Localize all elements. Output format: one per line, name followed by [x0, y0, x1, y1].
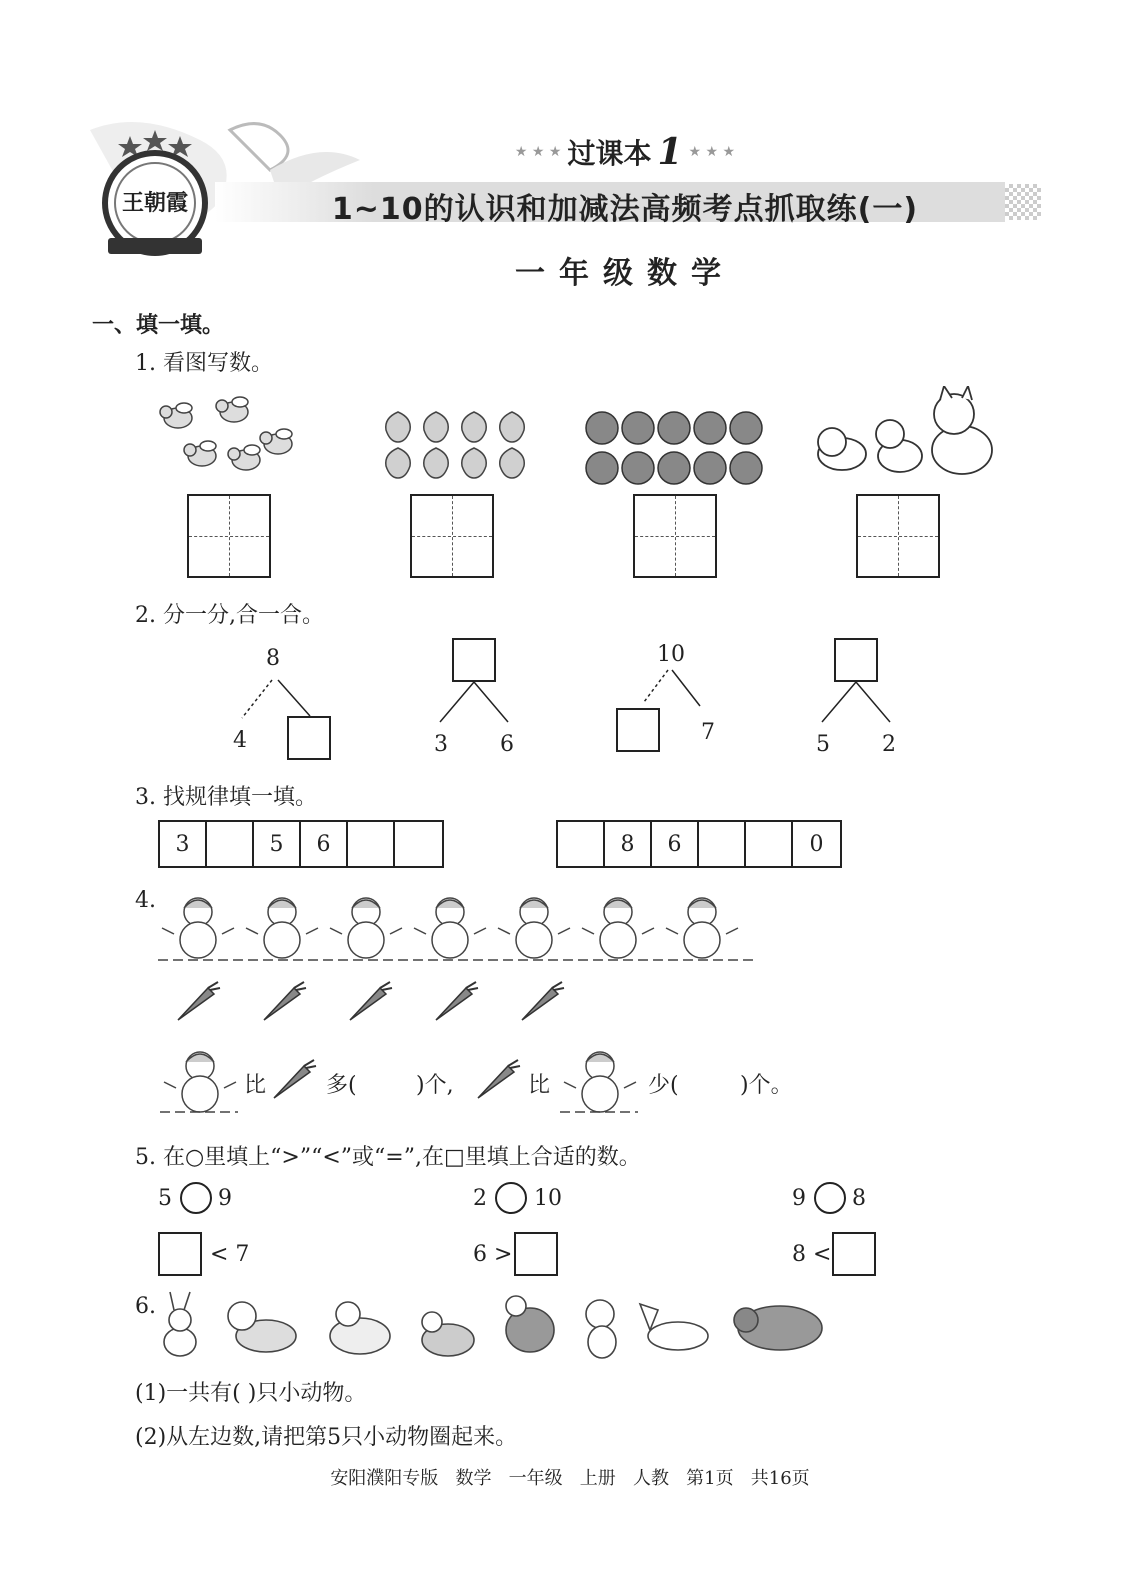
series-title: 过课本 [567, 137, 652, 170]
q6-sub2: (2)从左边数,请把第5只小动物圈起来。 [135, 1425, 518, 1450]
pattern-blank[interactable] [699, 822, 746, 866]
q4-ge-text-2: )个。 [740, 1073, 793, 1098]
b3-text: 8 < [792, 1242, 832, 1267]
q6-label: 6. [135, 1294, 156, 1319]
pattern-cell: 3 [160, 822, 207, 866]
q4-compare-bi-1: 比 [244, 1073, 267, 1098]
c2-right: 10 [534, 1186, 562, 1211]
c3-left: 9 [792, 1186, 806, 1211]
tree3-top: 10 [657, 642, 685, 667]
fill-box-3[interactable] [832, 1232, 876, 1276]
q4-answer-less[interactable] [688, 1068, 738, 1096]
tree2-right: 6 [500, 732, 514, 757]
pattern-blank[interactable] [746, 822, 793, 866]
pattern-cell: 0 [809, 831, 824, 857]
q4-compare-bi-2: 比 [528, 1073, 551, 1098]
fill-box-1[interactable] [158, 1232, 202, 1276]
carrot-icon [270, 1058, 320, 1102]
q4-less-text: 少( [648, 1073, 679, 1098]
section-title: 一、填一填。 [92, 313, 225, 338]
c1-right: 9 [218, 1186, 232, 1211]
pattern-blank[interactable] [348, 822, 395, 866]
tree4-right: 2 [882, 732, 896, 757]
snowmen-row [158, 890, 758, 964]
tree4-top-box[interactable] [834, 638, 878, 682]
q3-label: 3. 找规律填一填。 [135, 785, 317, 810]
q2-label: 2. 分一分,合一合。 [135, 603, 324, 628]
logo-text: 王朝霞 [121, 190, 188, 216]
q4-label: 4. [135, 888, 156, 913]
pattern-cell: 6 [301, 822, 348, 866]
subject-title: 一年级数学 [515, 256, 735, 291]
c2-left: 2 [473, 1186, 487, 1211]
q6-sub1: (1)一共有( )只小动物。 [135, 1381, 367, 1406]
tree4-left: 5 [816, 732, 830, 757]
star-icon: ★ ★ ★ [688, 144, 736, 160]
q5-label: 5. 在○里填上“>”“<”或“=”,在□里填上合适的数。 [135, 1145, 641, 1170]
pattern-blank[interactable] [558, 822, 605, 866]
pattern-cell: 5 [254, 822, 301, 866]
tree1-left: 4 [233, 728, 247, 753]
compare-circle-1[interactable] [180, 1182, 212, 1214]
compare-circle-3[interactable] [814, 1182, 846, 1214]
b2-text: 6 > [473, 1242, 513, 1267]
carrot-icon [474, 1058, 524, 1102]
animals-row [150, 1290, 830, 1364]
pattern-cell: 6 [652, 822, 699, 866]
c1-left: 5 [158, 1186, 172, 1211]
pattern-row-2 [556, 820, 842, 868]
q4-ge-text-1: )个, [416, 1073, 454, 1098]
series-number: 1 [657, 131, 683, 173]
tree2-left: 3 [434, 732, 448, 757]
tree1-top: 8 [266, 646, 280, 671]
snowman-icon [160, 1044, 240, 1116]
pattern-blank[interactable] [395, 822, 442, 866]
fill-box-2[interactable] [514, 1232, 558, 1276]
tree3-right: 7 [701, 720, 715, 745]
c3-right: 8 [852, 1186, 866, 1211]
page-footer: 安阳濮阳专版 数学 一年级 上册 人教 第1页 共16页 [330, 1468, 810, 1489]
snowman-icon [560, 1044, 640, 1116]
pattern-blank[interactable] [207, 822, 254, 866]
pattern-row-1 [158, 820, 444, 868]
q4-answer-more[interactable] [366, 1068, 416, 1096]
carrots-row [174, 980, 574, 1024]
q4-more-text: 多( [326, 1073, 357, 1098]
q1-label: 1. 看图写数。 [135, 351, 273, 376]
main-title: 1~10的认识和加减法高频考点抓取练(一) [331, 192, 919, 227]
compare-circle-2[interactable] [495, 1182, 527, 1214]
pattern-cell: 8 [605, 822, 652, 866]
tree1-right-box[interactable] [287, 716, 331, 760]
tree3-left-box[interactable] [616, 708, 660, 752]
star-icon: ★ ★ ★ [514, 144, 562, 160]
tree2-top-box[interactable] [452, 638, 496, 682]
b1-text: < 7 [210, 1242, 250, 1267]
